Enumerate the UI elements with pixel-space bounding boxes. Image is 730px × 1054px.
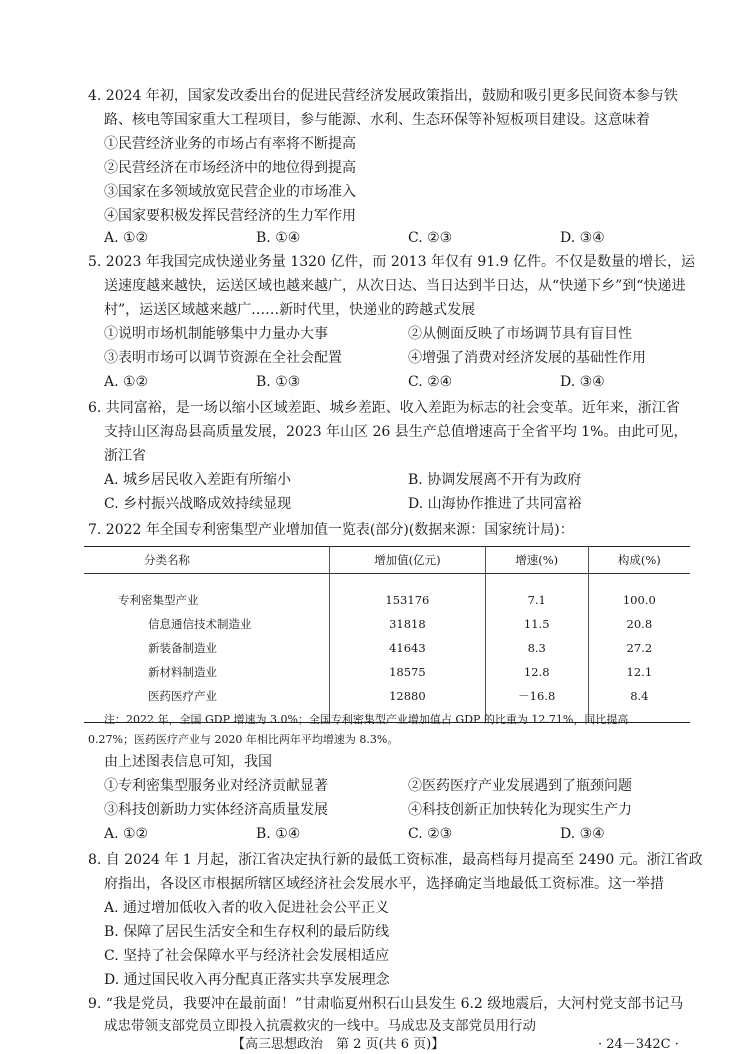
q5-statements-row-2 [0,348,730,368]
table-cell-share: 12.1 [588,660,690,684]
q6-stem-line-2: 支持山区海岛县高质量发展，2023 年山区 26 县生产总值增速高于全省平均 1%。由此可见， [104,424,688,440]
q6-option-a[interactable]: A. 城乡居民收入差距有所缩小 [104,472,292,488]
q5-statement-4: ④增强了消费对经济发展的基础性作用 [408,350,646,366]
q7-statements-row-2 [0,800,730,820]
table-cell-growth: 7.1 [485,588,588,612]
q7-option-d[interactable]: D. ③④ [560,826,605,842]
q9-stem-line-1: 9. “我是党员，我要冲在最前面！”甘肃临夏州积石山县发生 6.2 级地震后，大河村党支部书记马 [88,996,684,1012]
q5-stem-line-2: 送速度越来越快，运送区域也越来越广，从次日达、当日达到半日达，从“快递下乡”到“快递进 [104,278,686,294]
q4-stem-line-2: 路、核电等国家重大工程项目，参与能源、水利、生态环保等补短板项目建设。这意味着 [104,112,650,128]
table-cell-name: 信息通信技术制造业 [148,617,252,631]
q7-stem: 7. 2022 年全国专利密集型产业增加值一览表(部分)(数据来源：国家统计局)： [88,522,574,538]
q5-stem-line-3: 村”，运送区域越来越广……新时代里，快递业的跨越式发展 [104,302,476,318]
q8-stem-line-2: 府指出，各设区市根据所辖区域经济社会发展水平，选择确定当地最低工资标准。这一举措 [104,876,664,892]
table-row [84,660,690,684]
q7-option-b[interactable]: B. ①④ [256,826,301,842]
table-header-category: 分类名称 [84,547,330,574]
table-header-growth: 增速(%) [485,547,588,574]
table-cell-share: 100.0 [588,588,690,612]
q6-options-row-2 [0,494,730,514]
table-cell-growth: 8.3 [485,636,588,660]
table-cell-value: 12880 [330,684,486,708]
q4-option-d[interactable]: D. ③④ [560,230,605,246]
q5-option-c[interactable]: C. ②④ [408,374,453,390]
q7-note-line-2: 0.27%；医药医疗产业与 2020 年相比两年平均增速为 8.3%。 [88,733,399,746]
q7-data-table [84,546,690,723]
table-row [84,588,690,612]
q7-option-a[interactable]: A. ①② [104,826,149,842]
table-cell-name: 专利密集型产业 [118,593,199,607]
table-cell-share: 8.4 [588,684,690,708]
q7-note-line-1: 注：2022 年，全国 GDP 增速为 3.0%；全国专利密集型产业增加值占 GDP 的比重为 12.71%，同比提高 [104,713,629,726]
q7-statements-row-1 [0,776,730,796]
table-cell-value: 153176 [330,588,486,612]
table-spacer-row [84,574,690,589]
q8-option-d[interactable]: D. 通过国民收入再分配真正落实共享发展理念 [104,972,390,988]
q4-statement-3: ③国家在多领域放宽民营企业的市场准入 [104,184,356,200]
table-row [84,636,690,660]
table-cell-growth: 11.5 [485,612,588,636]
table-cell-share: 20.8 [588,612,690,636]
table-cell-growth: 12.8 [485,660,588,684]
q6-option-d[interactable]: D. 山海协作推进了共同富裕 [408,496,582,512]
table-row [84,612,690,636]
q7-statement-3: ③科技创新助力实体经济高质量发展 [104,802,328,818]
q5-statement-2: ②从侧面反映了市场调节具有盲目性 [408,326,632,342]
q5-option-a[interactable]: A. ①② [104,374,149,390]
q6-option-c[interactable]: C. 乡村振兴战略成效持续显现 [104,496,292,512]
q6-option-b[interactable]: B. 协调发展离不开有为政府 [408,472,582,488]
q6-stem-line-3: 浙江省 [104,448,146,464]
q8-stem-line-1: 8. 自 2024 年 1 月起，浙江省决定执行新的最低工资标准，最高档每月提高至 2490 元。浙江省政 [88,852,703,868]
q7-option-c[interactable]: C. ②③ [408,826,453,842]
q6-stem-line-1: 6. 共同富裕，是一场以缩小区域差距、城乡差距、收入差距为标志的社会变革。近年来，浙江省 [88,400,680,416]
table-cell-value: 31818 [330,612,486,636]
q7-options [0,824,730,844]
q5-statements-row-1 [0,324,730,344]
q4-option-c[interactable]: C. ②③ [408,230,453,246]
q5-options [0,372,730,392]
table-cell-name: 新材料制造业 [148,665,217,679]
q7-statement-2: ②医药医疗产业发展遇到了瓶颈问题 [408,778,632,794]
q4-statement-4: ④国家要积极发挥民营经济的生力军作用 [104,208,356,224]
q7-statement-4: ④科技创新正加快转化为现实生产力 [408,802,632,818]
q4-options [0,228,730,248]
q4-statement-1: ①民营经济业务的市场占有率将不断提高 [104,136,356,152]
q8-option-a[interactable]: A. 通过增加低收入者的收入促进社会公平正义 [104,900,390,916]
q5-stem-line-1: 5. 2023 年我国完成快递业务量 1320 亿件，而 2013 年仅有 91.9 亿件。不仅是数量的增长，运 [88,254,696,270]
table-cell-name: 新装备制造业 [148,641,217,655]
q6-options-row-1 [0,470,730,490]
page-footer-label: 【高三思想政治 第 2 页(共 6 页)】 [232,1037,445,1052]
page-footer-code: · 24－342C · [598,1037,679,1052]
table-row [84,684,690,708]
table-cell-name: 医药医疗产业 [148,689,217,703]
q9-stem-line-2: 成忠带领支部党员立即投入抗震救灾的一线中。马成忠及支部党员用行动 [104,1018,536,1034]
q5-statement-3: ③表明市场可以调节资源在全社会配置 [104,350,342,366]
q7-statement-1: ①专利密集型服务业对经济贡献显著 [104,778,328,794]
q8-option-c[interactable]: C. 坚持了社会保障水平与经济社会发展相适应 [104,948,390,964]
q4-option-a[interactable]: A. ①② [104,230,149,246]
table-cell-value: 41643 [330,636,486,660]
table-cell-value: 18575 [330,660,486,684]
q5-statement-1: ①说明市场机制能够集中力量办大事 [104,326,328,342]
table-header-row [84,547,690,574]
q4-option-b[interactable]: B. ①④ [256,230,301,246]
q7-lead: 由上述图表信息可知，我国 [104,754,272,770]
table-cell-growth: －16.8 [485,684,588,708]
q5-option-b[interactable]: B. ①③ [256,374,301,390]
q4-statement-2: ②民营经济在市场经济中的地位得到提高 [104,160,356,176]
q5-option-d[interactable]: D. ③④ [560,374,605,390]
q4-stem-line-1: 4. 2024 年初，国家发改委出台的促进民营经济发展政策指出，鼓励和吸引更多民间资本参与铁 [88,88,678,104]
q8-option-b[interactable]: B. 保障了居民生活安全和生存权利的最后防线 [104,924,390,940]
table-header-share: 构成(%) [588,547,690,574]
table-header-value: 增加值(亿元) [330,547,486,574]
table-cell-share: 27.2 [588,636,690,660]
